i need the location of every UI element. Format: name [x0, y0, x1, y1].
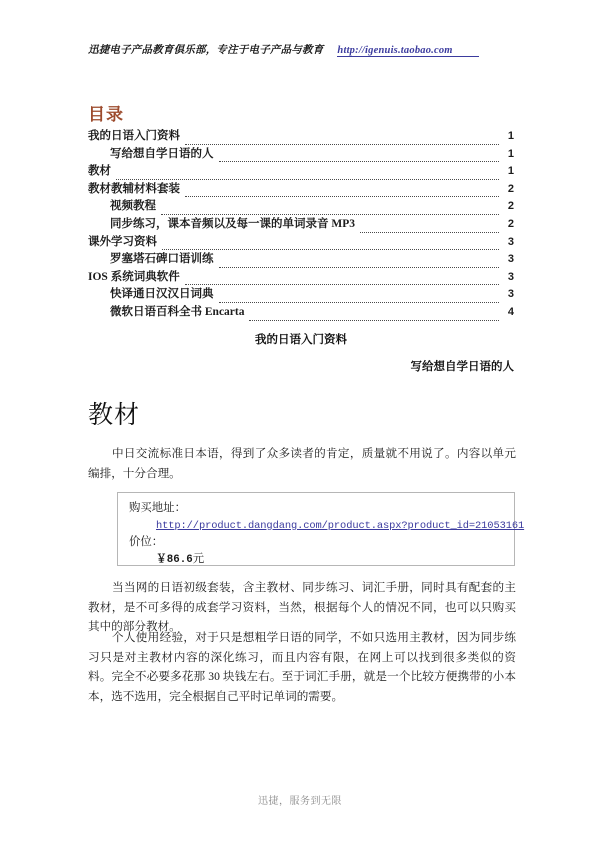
toc-dot-leader [185, 136, 499, 145]
toc-title: 目录 [88, 105, 124, 124]
price-value: ￥86.6 [156, 553, 193, 566]
centered-heading: 我的日语入门资料 [255, 334, 347, 346]
toc-entry[interactable] [88, 128, 514, 146]
toc-dot-leader [162, 241, 499, 250]
toc-entry-label: 课外学习资料 [88, 235, 157, 248]
header-org-text: 迅捷电子产品教育俱乐部，专注于电子产品与教育 [88, 45, 324, 56]
price-label: 价位： [129, 536, 164, 548]
toc-entry-page-number: 3 [507, 235, 514, 248]
toc-entry-page-number: 3 [507, 288, 514, 301]
toc-entry[interactable] [88, 163, 514, 181]
purchase-url-link[interactable]: http://product.dangdang.com/product.aspx?product_id=21053161 [156, 519, 525, 532]
document-header [88, 42, 514, 57]
toc-dot-leader [161, 206, 499, 215]
toc-entry-label: 教材教辅材料套装 [88, 182, 180, 195]
paragraph-1: 中日交流标准日本语，得到了众多读者的肯定，质量就不用说了。内容以单元编排，十分合理。 [88, 447, 516, 480]
toc-entry-label: 微软日语百科全书 Encarta [110, 305, 245, 318]
purchase-address-label: 购买地址： [129, 502, 186, 514]
toc-entry-page-number: 1 [507, 165, 514, 178]
toc-entry[interactable] [88, 304, 514, 322]
toc-entry-label: 同步练习，课本音频以及每一课的单词录音 MP3 [110, 217, 356, 230]
toc-entry[interactable] [88, 269, 514, 287]
paragraph-2: 当当网的日语初级套装，含主教材、同步练习、词汇手册，同时具有配套的主教材，是不可多得的成套学习资料，当然，根据每个人的情况不同，也可以只购买其中的部分教材。 [88, 581, 516, 633]
toc-entry[interactable] [88, 251, 514, 269]
toc-entry-page-number: 1 [507, 147, 514, 160]
toc-dot-leader [360, 224, 499, 233]
toc-entry-label: 我的日语入门资料 [88, 130, 180, 142]
toc-entry-page-number: 2 [507, 182, 514, 195]
toc-dot-leader [116, 171, 499, 180]
header-underline-trailer [453, 44, 479, 57]
toc-entry-label: 写给想自学日语的人 [110, 147, 214, 160]
toc-entry[interactable] [88, 216, 514, 234]
toc-dot-leader [219, 259, 500, 268]
toc-entry[interactable] [88, 181, 514, 199]
toc-entry-label: 快译通日汉汉日词典 [110, 288, 214, 301]
toc-entry-page-number: 2 [507, 217, 514, 230]
toc-dot-leader [185, 188, 499, 197]
paragraph-3: 个人使用经验，对于只是想粗学日语的同学，不如只选用主教材，因为同步练习只是对主教材内容的深化练习，而且内容有限，在网上可以找到很多类似的资料。完全不必要多花那 30 块钱左右。至于词汇手册，就是一个比较方便携带的小本本，选不选用，完全根据自己平时记单词的需要。 [88, 631, 516, 703]
toc-entry-label: 教材 [88, 165, 111, 178]
toc-entry-page-number: 4 [507, 305, 514, 318]
toc-dot-leader [249, 312, 499, 321]
toc-dot-leader [219, 294, 500, 303]
purchase-url-line [118, 517, 525, 535]
toc-dot-leader [219, 153, 500, 162]
toc-entry-label: 罗塞塔石碑口语训练 [110, 253, 214, 266]
section-heading-jiaocai: 教材 [88, 402, 141, 429]
price-line [118, 551, 514, 569]
price-unit: 元 [192, 552, 205, 565]
toc-entry-page-number: 2 [507, 200, 514, 213]
toc-entry[interactable] [88, 286, 514, 304]
purchase-info-box [117, 492, 525, 566]
toc-entry-page-number: 3 [507, 270, 514, 283]
document-footer: 迅捷，服务到无限 [258, 796, 342, 807]
toc-entry[interactable] [88, 146, 514, 164]
toc-entry[interactable] [88, 234, 514, 252]
header-url-link[interactable]: http://igenuis.taobao.com [337, 45, 453, 56]
toc-entry-page-number: 1 [507, 130, 514, 142]
toc-entry-label: IOS 系统词典软件 [88, 270, 180, 283]
toc-entry-label: 视频教程 [110, 200, 156, 213]
toc-dot-leader [185, 276, 499, 285]
toc-entry-page-number: 3 [507, 253, 514, 266]
right-aligned-heading: 写给想自学日语的人 [410, 361, 514, 373]
table-of-contents [88, 128, 514, 322]
toc-entry[interactable] [88, 198, 514, 216]
